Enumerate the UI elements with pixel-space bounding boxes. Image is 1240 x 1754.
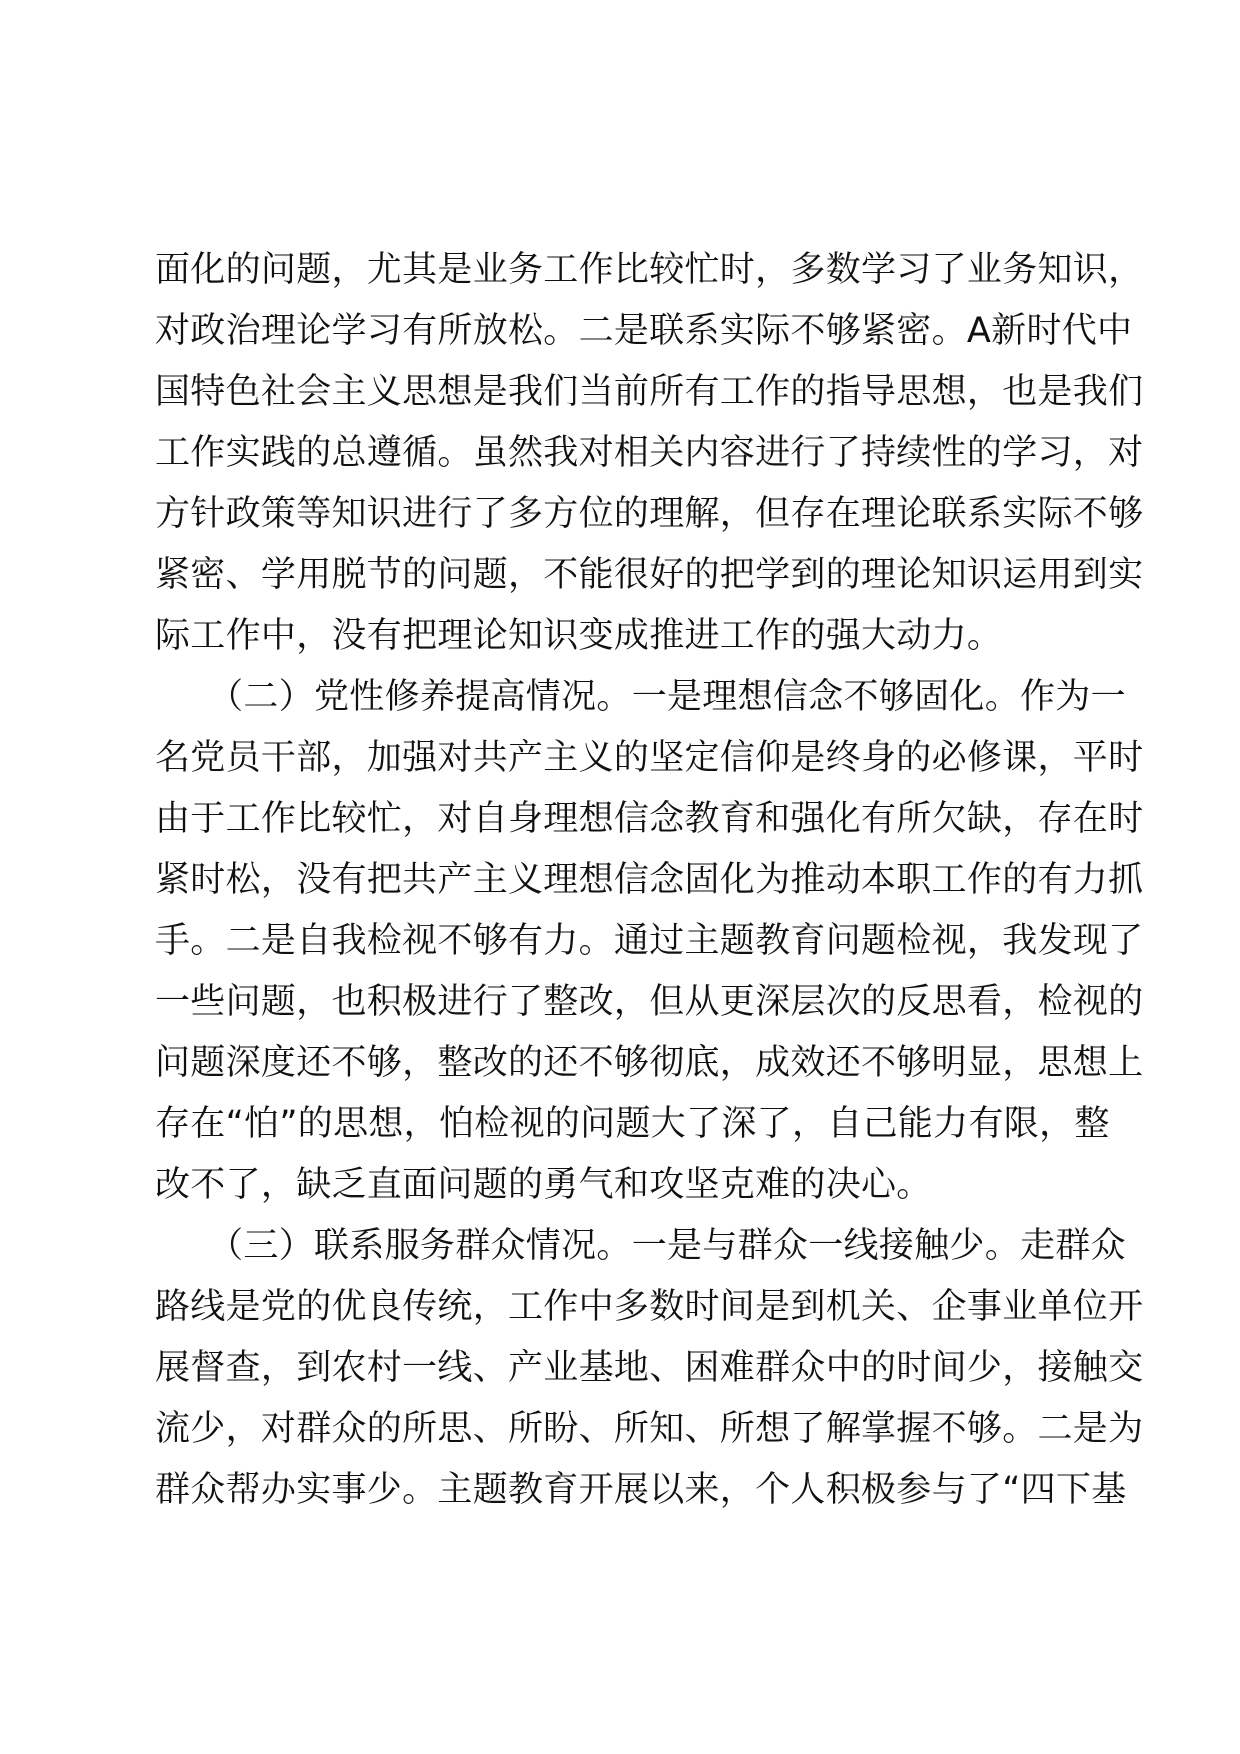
text-line: 流少，对群众的所思、所盼、所知、所想了解掌握不够。二是为 xyxy=(155,1409,1144,1449)
text-line: 方针政策等知识进行了多方位的理解，但存在理论联系实际不够 xyxy=(155,494,1144,534)
text-line: 路线是党的优良传统，工作中多数时间是到机关、企事业单位开 xyxy=(155,1287,1144,1327)
text-line: 群众帮办实事少。主题教育开展以来，个人积极参与了“四下基 xyxy=(155,1470,1127,1510)
text-line: 面化的问题，尤其是业务工作比较忙时，多数学习了业务知识， xyxy=(155,250,1144,290)
text-line: 名党员干部，加强对共产主义的坚定信仰是终身的必修课，平时 xyxy=(155,738,1144,778)
text-line: 手。二是自我检视不够有力。通过主题教育问题检视，我发现了 xyxy=(155,921,1144,961)
text-line: 紧时松，没有把共产主义理想信念固化为推动本职工作的有力抓 xyxy=(155,860,1144,900)
text-line: 由于工作比较忙，对自身理想信念教育和强化有所欠缺，存在时 xyxy=(155,799,1144,839)
text-line: （二）党性修养提高情况。一是理想信念不够固化。作为一 xyxy=(155,677,1126,717)
body-text xyxy=(155,240,1144,1521)
text-line: 一些问题，也积极进行了整改，但从更深层次的反思看，检视的 xyxy=(155,982,1144,1022)
text-line: 问题深度还不够，整改的还不够彻底，成效还不够明显，思想上 xyxy=(155,1043,1144,1083)
text-line: 紧密、学用脱节的问题，不能很好的把学到的理论知识运用到实 xyxy=(155,555,1144,595)
text-line: 对政治理论学习有所放松。二是联系实际不够紧密。A新时代中 xyxy=(155,311,1133,351)
text-line: （三）联系服务群众情况。一是与群众一线接触少。走群众 xyxy=(155,1226,1126,1266)
text-line: 改不了，缺乏直面问题的勇气和攻坚克难的决心。 xyxy=(155,1165,932,1205)
text-line: 存在“怕”的思想，怕检视的问题大了深了，自己能力有限，整 xyxy=(155,1104,1110,1144)
text-line: 工作实践的总遵循。虽然我对相关内容进行了持续性的学习，对 xyxy=(155,433,1144,473)
text-line: 国特色社会主义思想是我们当前所有工作的指导思想，也是我们 xyxy=(155,372,1144,412)
text-line: 际工作中，没有把理论知识变成推进工作的强大动力。 xyxy=(155,616,1003,656)
text-line: 展督查，到农村一线、产业基地、困难群众中的时间少，接触交 xyxy=(155,1348,1144,1388)
